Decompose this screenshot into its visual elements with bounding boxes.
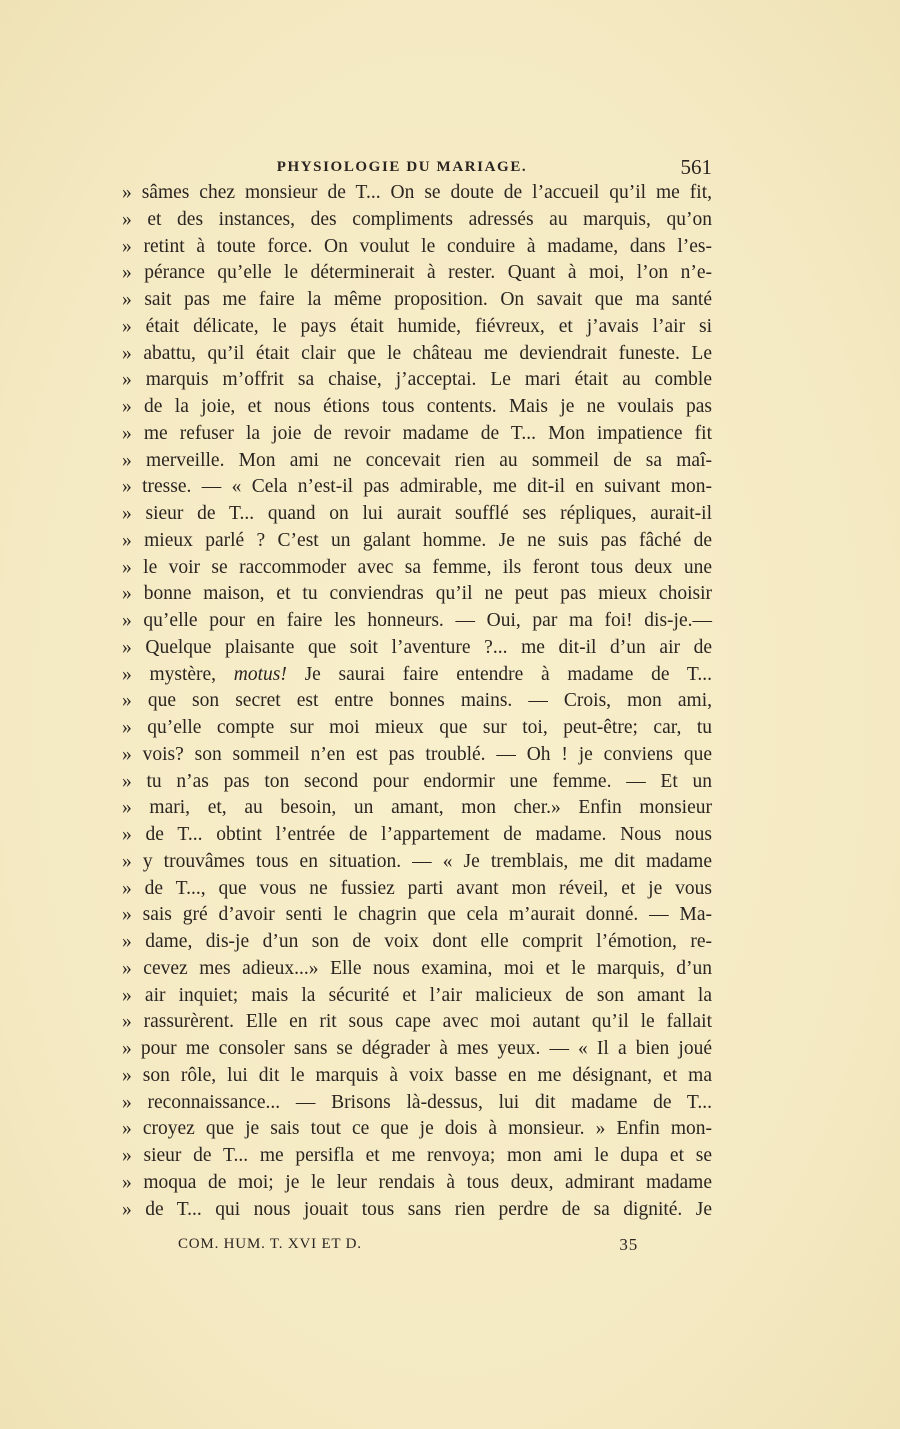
line-text: » vois? son sommeil n’en est pas troublé. — Oh ! je conviens que [122,743,712,765]
text-line [122,1090,712,1117]
line-text: » rassurèrent. Elle en rit sous cape avec moi autant qu’il le fallait [122,1011,712,1033]
text-line [122,929,712,956]
text-line [122,528,712,555]
page-header [122,155,712,181]
line-text: » de T..., que vous ne fussiez parti avant mon réveil, et je vous [122,877,712,899]
text-line [122,314,712,341]
text-line [122,1036,712,1063]
line-text: » mieux parlé ? C’est un galant homme. Je ne suis pas fâché de [122,529,712,551]
line-text: » sais gré d’avoir senti le chagrin que cela m’aurait donné. — Ma- [122,904,712,926]
line-text: » mystère, [122,663,234,685]
line-text: » de la joie, et nous étions tous contents. Mais je ne voulais pas [122,396,712,417]
text-line [122,662,712,689]
text-line [122,367,712,394]
text-line [122,1170,712,1197]
line-text: » qu’elle pour en faire les honneurs. — Oui, par ma foi! dis-je.— [122,610,712,631]
line-text: » son rôle, lui dit le marquis à voix basse en me désignant, et ma [122,1064,712,1086]
line-text: » me refuser la joie de revoir madame de T... Mon impatience fit [122,422,712,444]
line-text: » et des instances, des compliments adressés au marquis, qu’on [122,208,712,230]
text-line [122,983,712,1010]
text-line [122,688,712,715]
line-text: » qu’elle compte sur moi mieux que sur toi, peut-être; car, tu [122,717,712,738]
text-line [122,180,712,207]
line-text: » était délicate, le pays était humide, fiévreux, et j’avais l’air si [122,315,712,337]
text-line [122,1197,712,1224]
text-line [122,287,712,314]
running-title: PHYSIOLOGIE DU MARIAGE. [276,159,528,175]
line-text: » air inquiet; mais la sécurité et l’air malicieux de son amant la [122,984,712,1006]
text-line [122,635,712,662]
line-text: » sieur de T... quand on lui aurait soufflé ses répliques, aurait-il [122,503,712,524]
line-text: » de T... obtint l’entrée de l’appartement de madame. Nous nous [122,824,712,845]
line-text: » y trouvâmes tous en situation. — « Je tremblais, me dit madame [122,850,712,872]
text-line [122,956,712,983]
text-line [122,1009,712,1036]
text-line [122,1063,712,1090]
text-line [122,260,712,287]
page-footer [178,1236,638,1260]
line-text: » mari, et, au besoin, un amant, mon cher.» Enfin monsieur [122,797,712,819]
text-line [122,448,712,475]
text-line [122,822,712,849]
sheet-number: 35 [619,1235,638,1254]
text-line [122,341,712,368]
line-text: » pérance qu’elle le déterminerait à rester. Quant à moi, l’on n’e- [122,262,712,284]
line-text: » retint à toute force. On voulut le conduire à madame, dans l’es- [122,235,712,257]
line-text: » que son secret est entre bonnes mains. — Crois, mon ami, [122,690,712,712]
line-text: » tu n’as pas ton second pour endormir une femme. — Et un [122,770,712,792]
line-text: » moqua de moi; je le leur rendais à tous deux, admirant madame [122,1171,712,1193]
line-text: » sait pas me faire la même proposition. On savait que ma santé [122,289,712,310]
text-line [122,421,712,448]
text-line [122,474,712,501]
line-text: » dame, dis-je d’un son de voix dont elle comprit l’émotion, re- [122,931,712,952]
line-text: » le voir se raccommoder avec sa femme, ils feront tous deux une [122,556,712,578]
line-text: » abattu, qu’il était clair que le château me deviendrait funeste. Le [122,342,712,364]
line-text: » merveille. Mon ami ne concevait rien au sommeil de sa maî- [122,449,712,471]
text-line [122,742,712,769]
line-text: Je saurai faire entendre à madame de T... [286,663,712,685]
line-text: » sieur de T... me persifla et me renvoya; mon ami le dupa et se [122,1145,712,1166]
text-line [122,1143,712,1170]
line-text: » croyez que je sais tout ce que je dois à monsieur. » Enfin mon- [122,1118,712,1140]
text-line [122,902,712,929]
text-line [122,849,712,876]
line-text: » tresse. — « Cela n’est-il pas admirable, me dit-il en suivant mon- [122,476,712,498]
text-line [122,715,712,742]
line-text: » reconnaissance... — Brisons là-dessus, lui dit madame de T... [122,1091,712,1113]
italic-text: motus! [233,663,287,685]
text-line [122,769,712,796]
body-text [122,180,712,1223]
text-line [122,876,712,903]
text-line [122,1116,712,1143]
page-number: 561 [680,155,712,179]
line-text: » sâmes chez monsieur de T... On se doute de l’accueil qu’il me fit, [122,182,712,203]
text-line [122,581,712,608]
printer-signature: COM. HUM. T. XVI ET D. [178,1236,362,1252]
text-line [122,234,712,261]
line-text: » pour me consoler sans se dégrader à mes yeux. — « Il a bien joué [122,1038,712,1059]
text-line [122,394,712,421]
line-text: » cevez mes adieux...» Elle nous examina, moi et le marquis, d’un [122,957,712,979]
line-text: » bonne maison, et tu conviendras qu’il ne peut pas mieux choisir [122,583,712,605]
text-line [122,207,712,234]
text-line [122,501,712,528]
text-line [122,555,712,582]
text-line [122,608,712,635]
line-text: » Quelque plaisante que soit l’aventure ?... me dit-il d’un air de [122,636,712,658]
line-text: » marquis m’offrit sa chaise, j’acceptai. Le mari était au comble [122,369,712,391]
line-text: » de T... qui nous jouait tous sans rien perdre de sa dignité. Je [122,1198,712,1220]
text-line [122,795,712,822]
